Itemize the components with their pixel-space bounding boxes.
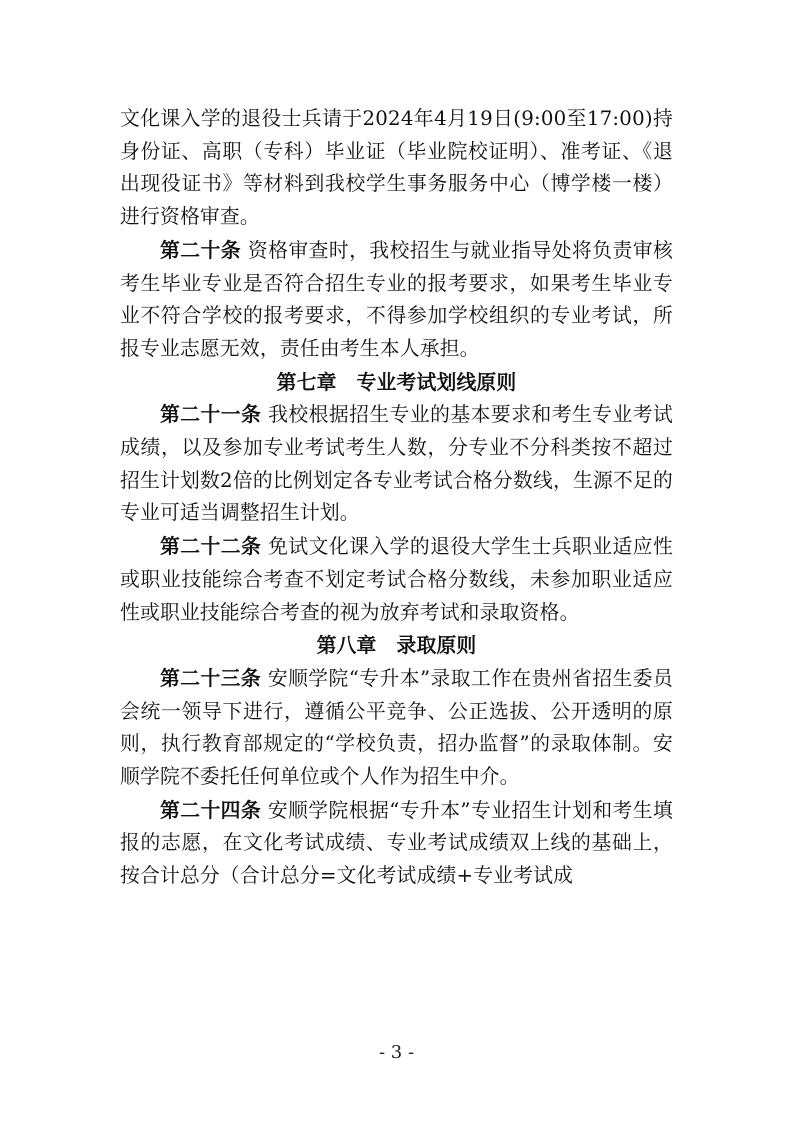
paragraph-continuation: 文化课入学的退役士兵请于2024年4月19日(9:00至17:00)持身份证、高职（专科）毕业证（毕业院校证明）、准考证、《退出现役证书》等材料到我校学生事务服务中心（博学楼一楼）进行资格审查。: [120, 107, 673, 229]
article-21-label: 第二十一条: [160, 402, 262, 427]
article-24-label: 第二十四条: [160, 797, 262, 822]
article-24: [120, 794, 673, 893]
document-page: [120, 103, 673, 893]
article-21: [120, 398, 673, 530]
article-20: [120, 234, 673, 366]
article-24-text: 安顺学院根据“专升本”专业招生计划和考生填报的志愿，在文化考试成绩、专业考试成绩双上线的基础上，按合计总分（合计总分=文化考试成绩+专业考试成: [120, 798, 673, 888]
article-23-label: 第二十三条: [160, 665, 262, 690]
article-22-text: 免试文化课入学的退役大学生士兵职业适应性或职业技能综合考查不划定考试合格分数线，未参加职业适应性或职业技能综合考查的视为放弃考试和录取资格。: [120, 535, 673, 624]
page-number: - 3 -: [378, 1042, 415, 1063]
chapter-8-title: 第八章 录取原则: [316, 633, 477, 658]
article-21-text: 我校根据招生专业的基本要求和考生专业考试成绩，以及参加专业考试考生人数，分专业不分科类按不超过招生计划数2倍的比例划定各专业考试合格分数线，生源不足的专业可适当调整招生计划。: [120, 403, 673, 525]
article-20-text: 资格审查时，我校招生与就业指导处将负责审核考生毕业专业是否符合招生专业的报考要求，如果考生毕业专业不符合学校的报考要求，不得参加学校组织的专业考试，所报专业志愿无效，责任由考生本人承担。: [120, 238, 673, 360]
article-20-label: 第二十条: [160, 237, 242, 262]
article-23-text: 安顺学院“专升本”录取工作在贵州省招生委员会统一领导下进行，遵循公平竞争、公正选拔、公开透明的原则，执行教育部规定的“学校负责，招办监督”的录取体制。安顺学院不委托任何单位或个人作为招生中介。: [120, 666, 673, 789]
chapter-7-title: 第七章 专业考试划线原则: [276, 369, 517, 394]
article-22: [120, 530, 673, 629]
article-23: [120, 662, 673, 794]
article-22-label: 第二十二条: [160, 534, 262, 559]
